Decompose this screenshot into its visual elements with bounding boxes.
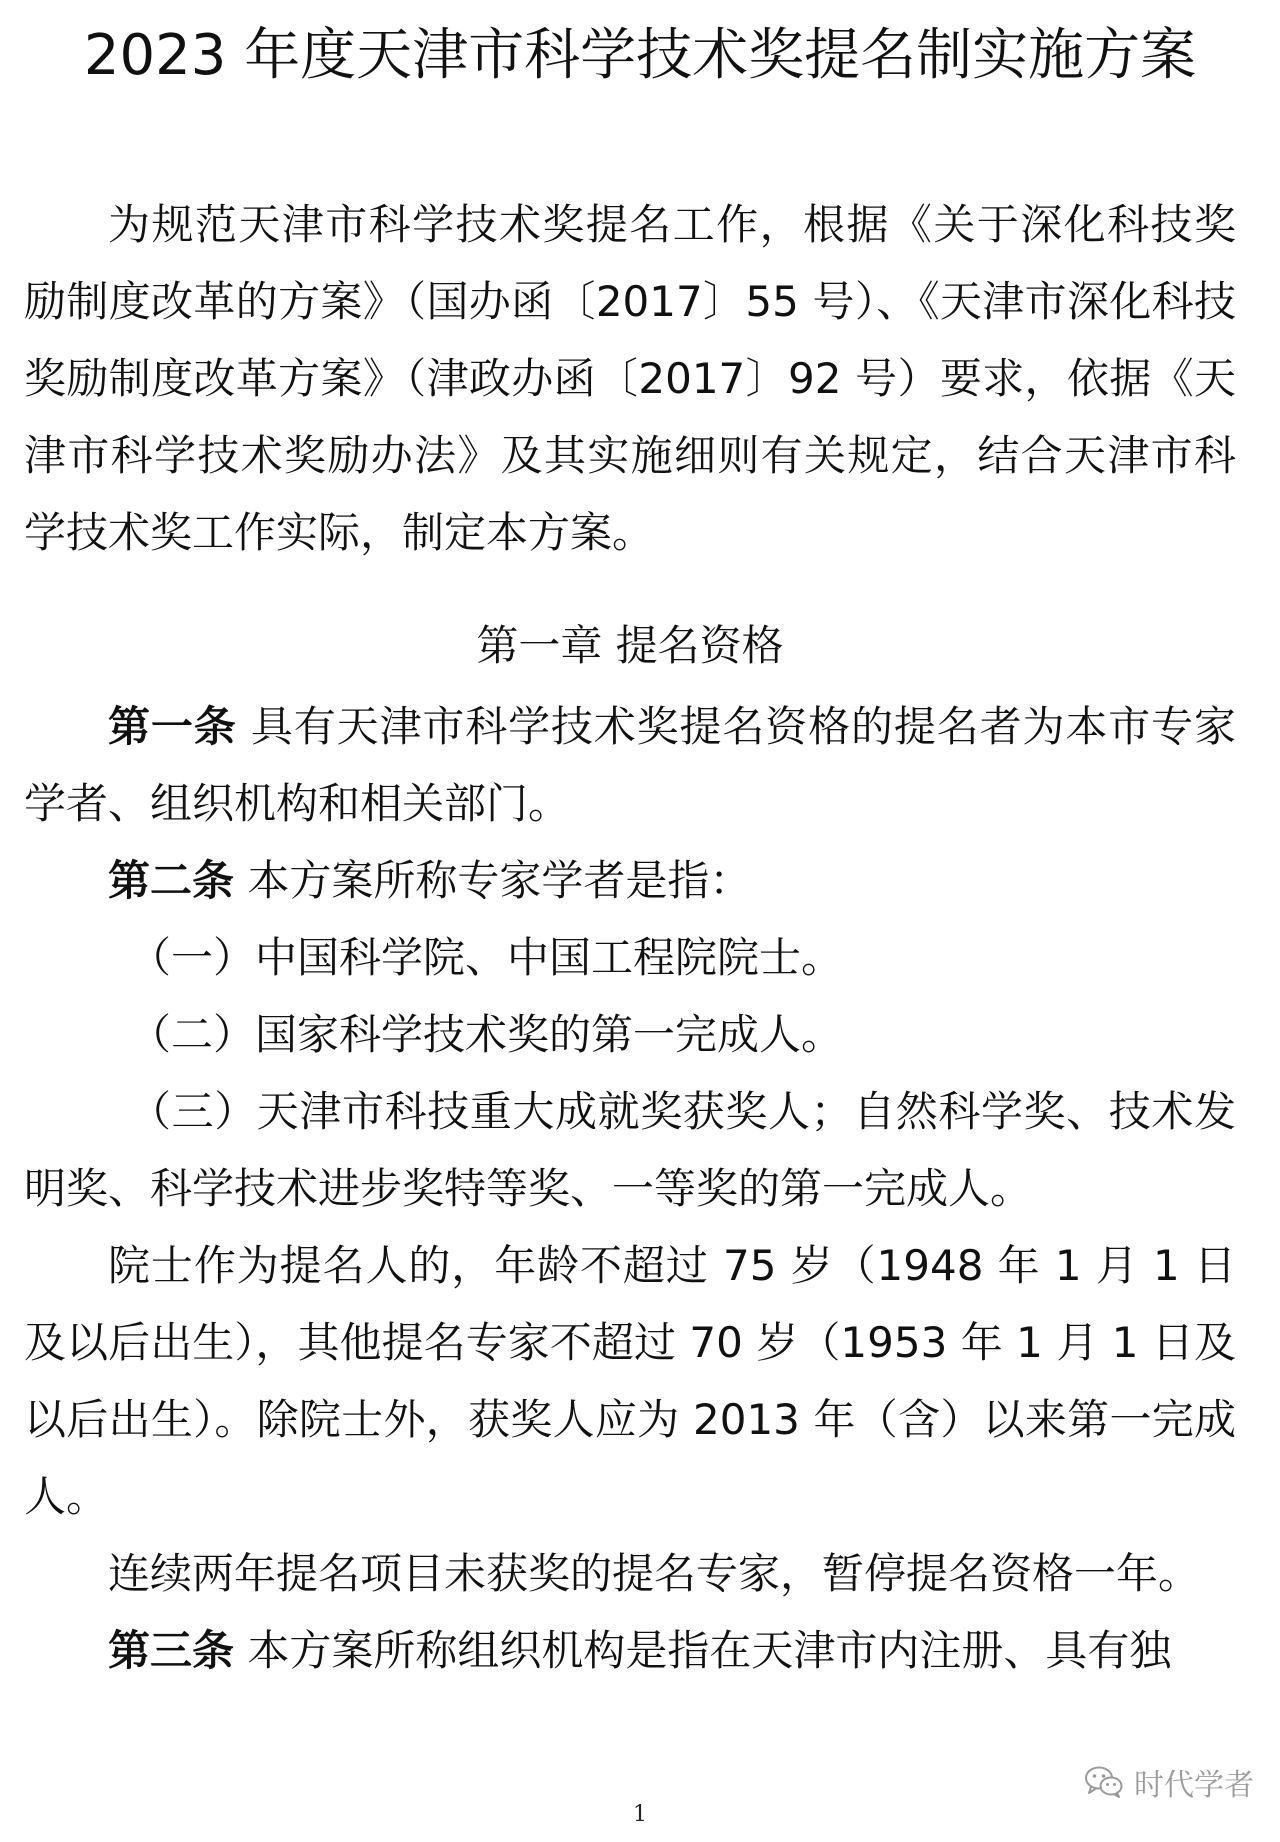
chapter-heading: 第一章 提名资格 [476,621,784,670]
list-item: （三）天津市科技重大成就奖获奖人；自然科学奖、技术发明奖、科学技术进步奖特等奖、一等奖的第一完成人。 [24,1087,1236,1213]
article-3-text: 本方案所称组织机构是指在天津市内注册、具有独 [234,1626,1172,1675]
page-number: 1 [633,1802,647,1827]
document-title: 2023 年度天津市科学技术奖提名制实施方案 [83,23,1197,88]
article-3 [24,1612,1236,1689]
article-1-text: 具有天津市科学技术奖提名资格的提名者为本市专家学者、组织机构和相关部门。 [24,702,1236,828]
article-2-text: 本方案所称专家学者是指： [234,856,752,905]
article-1-lead: 第一条 [108,702,237,751]
wechat-icon [1084,1765,1124,1799]
watermark-text: 时代学者 [1134,1768,1254,1803]
document-body [24,186,1236,1689]
article-3-lead: 第三条 [108,1626,235,1675]
article-1 [24,688,1236,842]
article-2-lead: 第二条 [108,856,235,905]
article-2 [24,842,1236,919]
watermark [1084,1760,1254,1804]
intro-paragraph: 为规范天津市科学技术奖提名工作，根据《关于深化科技奖励制度改革的方案》（国办函〔2017〕55 号）、《天津市深化科技奖励制度改革方案》（津政办函〔2017〕92 号）要求，依据《天津市科学技术奖励办法》及其实施细则有关规定，结合天津市科学技术奖工作实际，制定本方案。 [24,200,1236,557]
suspend-rule-paragraph: 连续两年提名项目未获奖的提名专家，暂停提名资格一年。 [108,1549,1201,1598]
list-item: （一）中国科学院、中国工程院院士。 [129,933,844,982]
age-rule-paragraph: 院士作为提名人的，年龄不超过 75 岁（1948 年 1 月 1 日及以后出生），其他提名专家不超过 70 岁（1953 年 1 月 1 日及以后出生）。除院士外，获奖人应为 2013 年（含）以来第一完成人。 [24,1241,1236,1521]
list-item: （二）国家科学技术奖的第一完成人。 [129,1010,844,1059]
